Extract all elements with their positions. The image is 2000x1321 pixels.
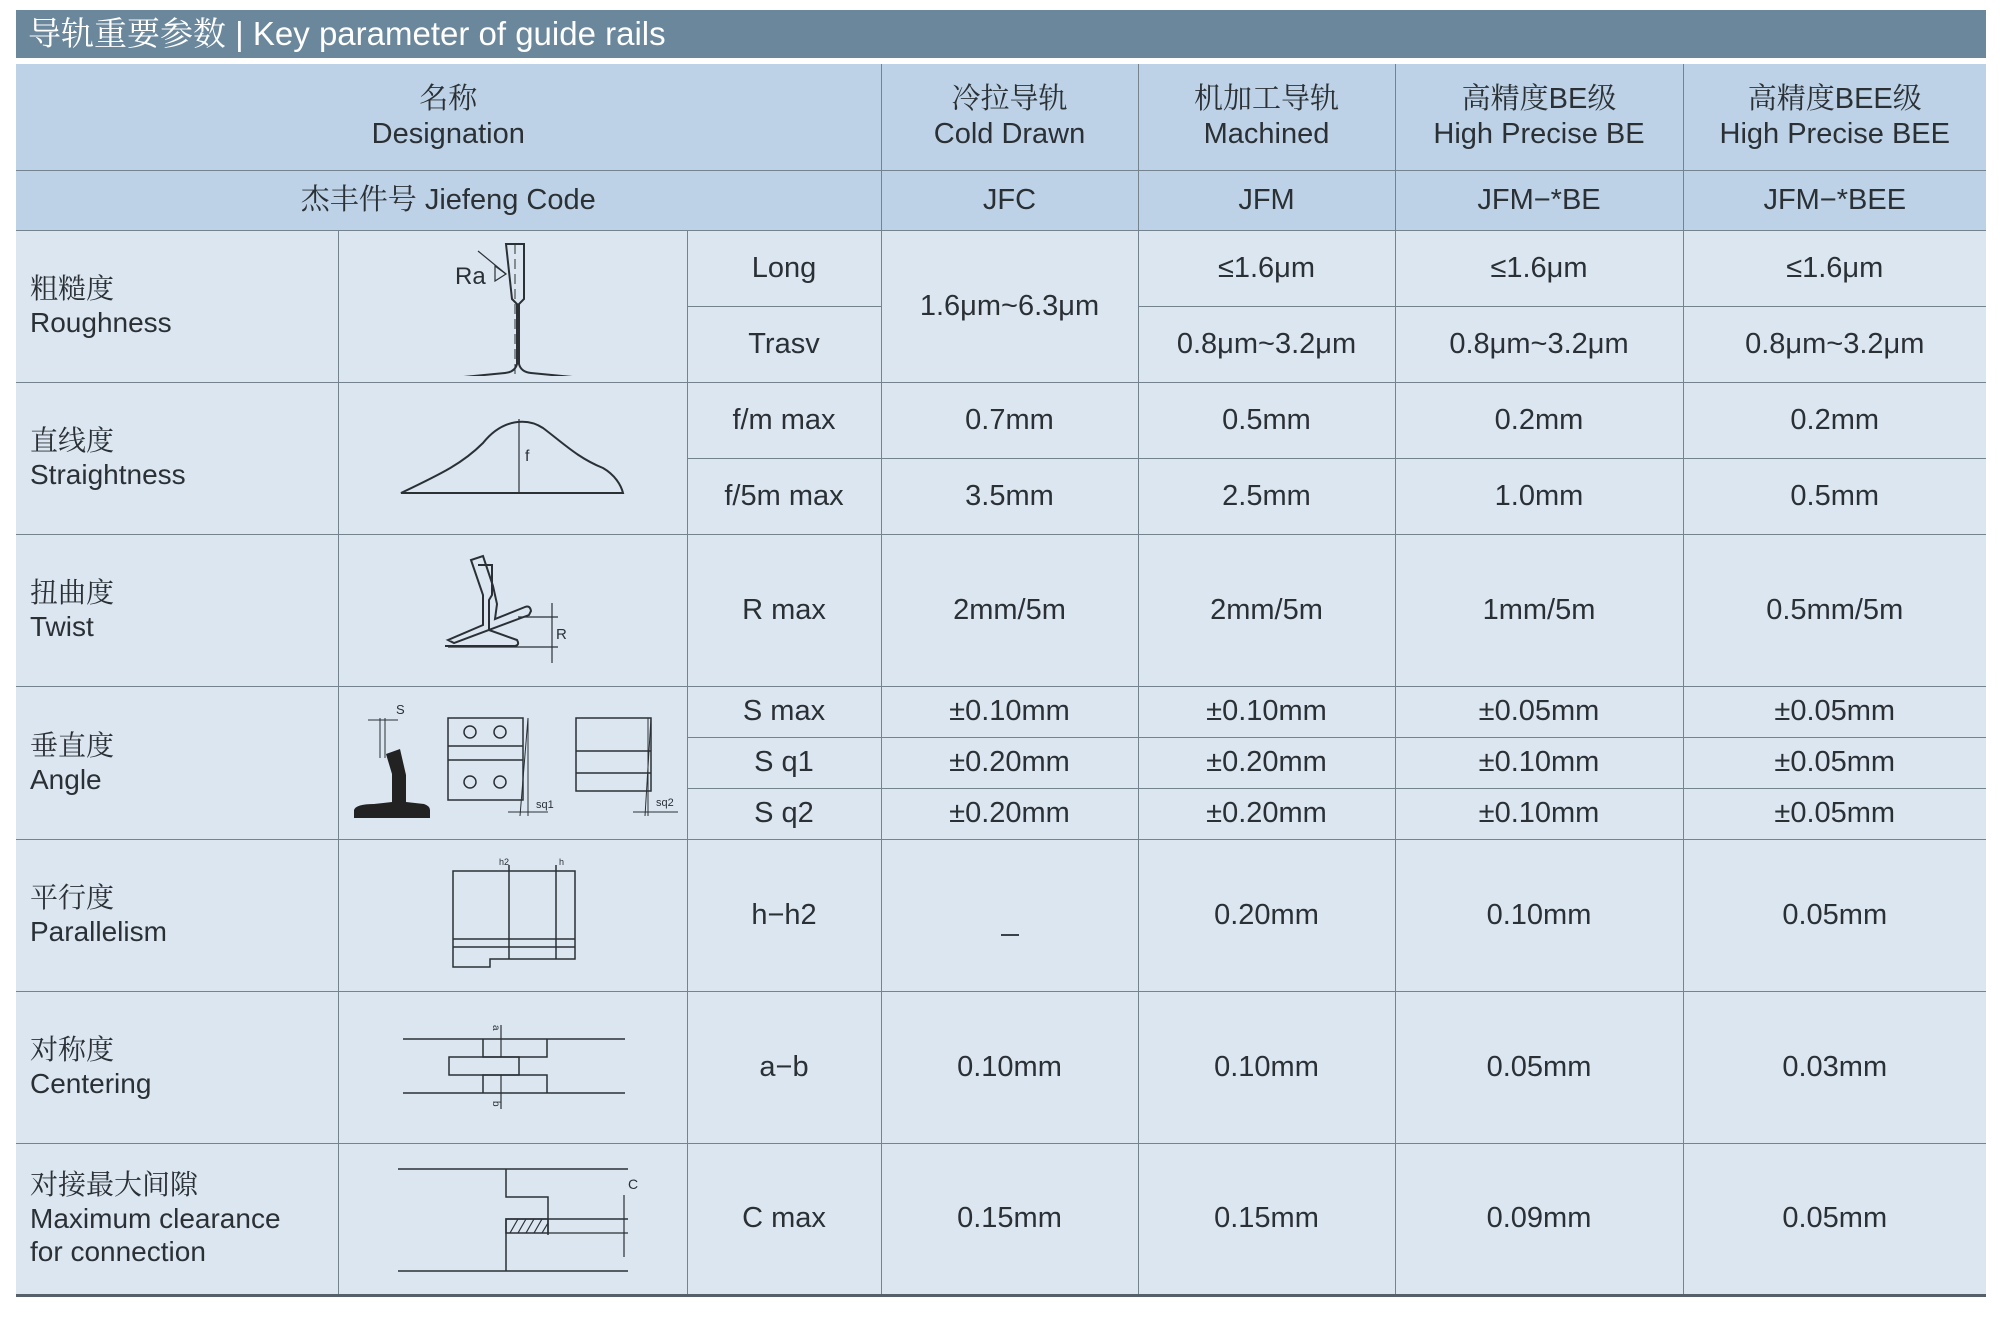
code-jfc: JFC (881, 170, 1138, 230)
col-en: High Precise BE (1433, 117, 1645, 150)
label-cn: 对接最大间隙 (30, 1169, 199, 1201)
value-jfm: 0.5mm (1138, 382, 1395, 458)
angle-row-1 (16, 686, 1986, 737)
clearance-icon (338, 1143, 687, 1295)
value-bee-long: ≤1.6μm (1683, 230, 1986, 306)
value-bee: ±0.05mm (1683, 737, 1986, 788)
code-label: 杰丰件号 Jiefeng Code (16, 170, 881, 230)
param-long: Long (687, 230, 881, 306)
label-cn: 平行度 (30, 882, 115, 914)
rail-roughness-icon (338, 230, 687, 382)
value-jfm-trasv: 0.8μm~3.2μm (1138, 306, 1395, 382)
designation-en: Designation (371, 117, 525, 150)
param-s-q1: S q1 (687, 737, 881, 788)
value-be: ±0.10mm (1395, 737, 1683, 788)
value-jfc: 3.5mm (881, 458, 1138, 534)
value-be: 0.2mm (1395, 382, 1683, 458)
col-header-cold-drawn (881, 64, 1138, 170)
value-jfc: 0.7mm (881, 382, 1138, 458)
value-be: 1mm/5m (1395, 534, 1683, 686)
param-a-b: a−b (687, 991, 881, 1143)
col-cn: 高精度BE级 (1461, 82, 1617, 115)
value-jfm: 0.20mm (1138, 839, 1395, 991)
label-en: Centering (30, 1068, 152, 1099)
value-be: ±0.10mm (1395, 788, 1683, 839)
label-en: Straightness (30, 459, 186, 490)
col-cn: 高精度BEE级 (1747, 82, 1922, 115)
value-jfc: 0.10mm (881, 991, 1138, 1143)
value-jfm: 0.15mm (1138, 1143, 1395, 1295)
value-be-long: ≤1.6μm (1395, 230, 1683, 306)
value-bee: 0.05mm (1683, 839, 1986, 991)
straightness-curve-icon (338, 382, 687, 534)
value-be: 0.05mm (1395, 991, 1683, 1143)
guide-rail-parameter-table (16, 64, 1986, 1297)
value-jfm: ±0.20mm (1138, 788, 1395, 839)
value-jfc: ±0.20mm (881, 737, 1138, 788)
label-en-2: for connection (30, 1236, 206, 1268)
value-bee: 0.03mm (1683, 991, 1986, 1143)
value-jfm: 0.10mm (1138, 991, 1395, 1143)
svg-text:S: S (395, 701, 405, 717)
col-header-machined (1138, 64, 1395, 170)
roughness-label (16, 230, 338, 382)
svg-text:b: b (489, 1101, 501, 1107)
centering-row (16, 991, 1986, 1143)
centering-icon (338, 991, 687, 1143)
parallelism-icon (338, 839, 687, 991)
label-en: Parallelism (30, 916, 167, 947)
svg-text:f: f (524, 448, 529, 465)
designation-cn: 名称 (419, 82, 478, 115)
label-cn: 扭曲度 (30, 577, 115, 609)
label-en: Angle (30, 763, 102, 795)
value-jfc-roughness: 1.6μm~6.3μm (881, 230, 1138, 382)
value-bee: ±0.05mm (1683, 686, 1986, 737)
code-jfm: JFM (1138, 170, 1395, 230)
value-jfc: 0.15mm (881, 1143, 1138, 1295)
svg-text:C: C (627, 1175, 638, 1192)
header-row (16, 64, 1986, 170)
col-cn: 机加工导轨 (1193, 82, 1339, 115)
param-trasv: Trasv (687, 306, 881, 382)
straightness-label (16, 382, 338, 534)
value-bee: 0.5mm (1683, 458, 1986, 534)
page-title: 导轨重要参数 | Key parameter of guide rails (16, 10, 1986, 58)
svg-text:sq2: sq2 (655, 796, 674, 809)
twist-row (16, 534, 1986, 686)
svg-text:sq1: sq1 (535, 798, 554, 811)
twist-label (16, 534, 338, 686)
value-jfm: ±0.10mm (1138, 686, 1395, 737)
label-en: Roughness (30, 307, 172, 338)
value-jfm: 2.5mm (1138, 458, 1395, 534)
value-be: ±0.05mm (1395, 686, 1683, 737)
col-header-high-precise-be (1395, 64, 1683, 170)
parallelism-label (16, 839, 338, 991)
designation-header (16, 64, 881, 170)
value-bee: ±0.05mm (1683, 788, 1986, 839)
value-be: 0.09mm (1395, 1143, 1683, 1295)
value-bee: 0.05mm (1683, 1143, 1986, 1295)
param-s-max: S max (687, 686, 881, 737)
value-jfc: ±0.20mm (881, 788, 1138, 839)
param-h-h2: h−h2 (687, 839, 881, 991)
svg-text:h2: h2 (498, 857, 509, 867)
value-be: 1.0mm (1395, 458, 1683, 534)
value-jfm-long: ≤1.6μm (1138, 230, 1395, 306)
label-cn: 垂直度 (30, 729, 115, 761)
param-s-q2: S q2 (687, 788, 881, 839)
label-cn: 直线度 (30, 425, 115, 457)
param-f5m-max: f/5m max (687, 458, 881, 534)
value-jfm: 2mm/5m (1138, 534, 1395, 686)
col-header-high-precise-bee (1683, 64, 1986, 170)
code-jfm-bee: JFM−*BEE (1683, 170, 1986, 230)
svg-text:h: h (558, 857, 564, 867)
col-cn: 冷拉导轨 (951, 82, 1068, 115)
param-fm-max: f/m max (687, 382, 881, 458)
twist-icon (338, 534, 687, 686)
straightness-row-1 (16, 382, 1986, 458)
angle-icon (338, 686, 687, 839)
value-jfc: 2mm/5m (881, 534, 1138, 686)
col-en: High Precise BEE (1719, 117, 1950, 150)
clearance-row (16, 1143, 1986, 1295)
clearance-label (16, 1143, 338, 1295)
svg-text:Ra: Ra (454, 263, 486, 290)
parallelism-row (16, 839, 1986, 991)
value-jfm: ±0.20mm (1138, 737, 1395, 788)
svg-text:a: a (489, 1025, 501, 1031)
col-en: Machined (1203, 117, 1330, 150)
value-bee: 0.2mm (1683, 382, 1986, 458)
code-row (16, 170, 1986, 230)
svg-text:R: R (555, 626, 567, 643)
value-be: 0.10mm (1395, 839, 1683, 991)
value-bee-trasv: 0.8μm~3.2μm (1683, 306, 1986, 382)
roughness-row-long (16, 230, 1986, 306)
value-jfc-na (881, 839, 1138, 991)
value-bee: 0.5mm/5m (1683, 534, 1986, 686)
angle-label (16, 686, 338, 839)
label-cn: 粗糙度 (30, 273, 115, 305)
label-cn: 对称度 (30, 1034, 115, 1066)
code-jfm-be: JFM−*BE (1395, 170, 1683, 230)
col-en: Cold Drawn (933, 117, 1086, 150)
value-jfc: ±0.10mm (881, 686, 1138, 737)
param-c-max: C max (687, 1143, 881, 1295)
label-en: Maximum clearance (30, 1202, 281, 1234)
param-r-max: R max (687, 534, 881, 686)
not-applicable-dash (1001, 934, 1019, 936)
value-be-trasv: 0.8μm~3.2μm (1395, 306, 1683, 382)
centering-label (16, 991, 338, 1143)
label-en: Twist (30, 611, 94, 642)
